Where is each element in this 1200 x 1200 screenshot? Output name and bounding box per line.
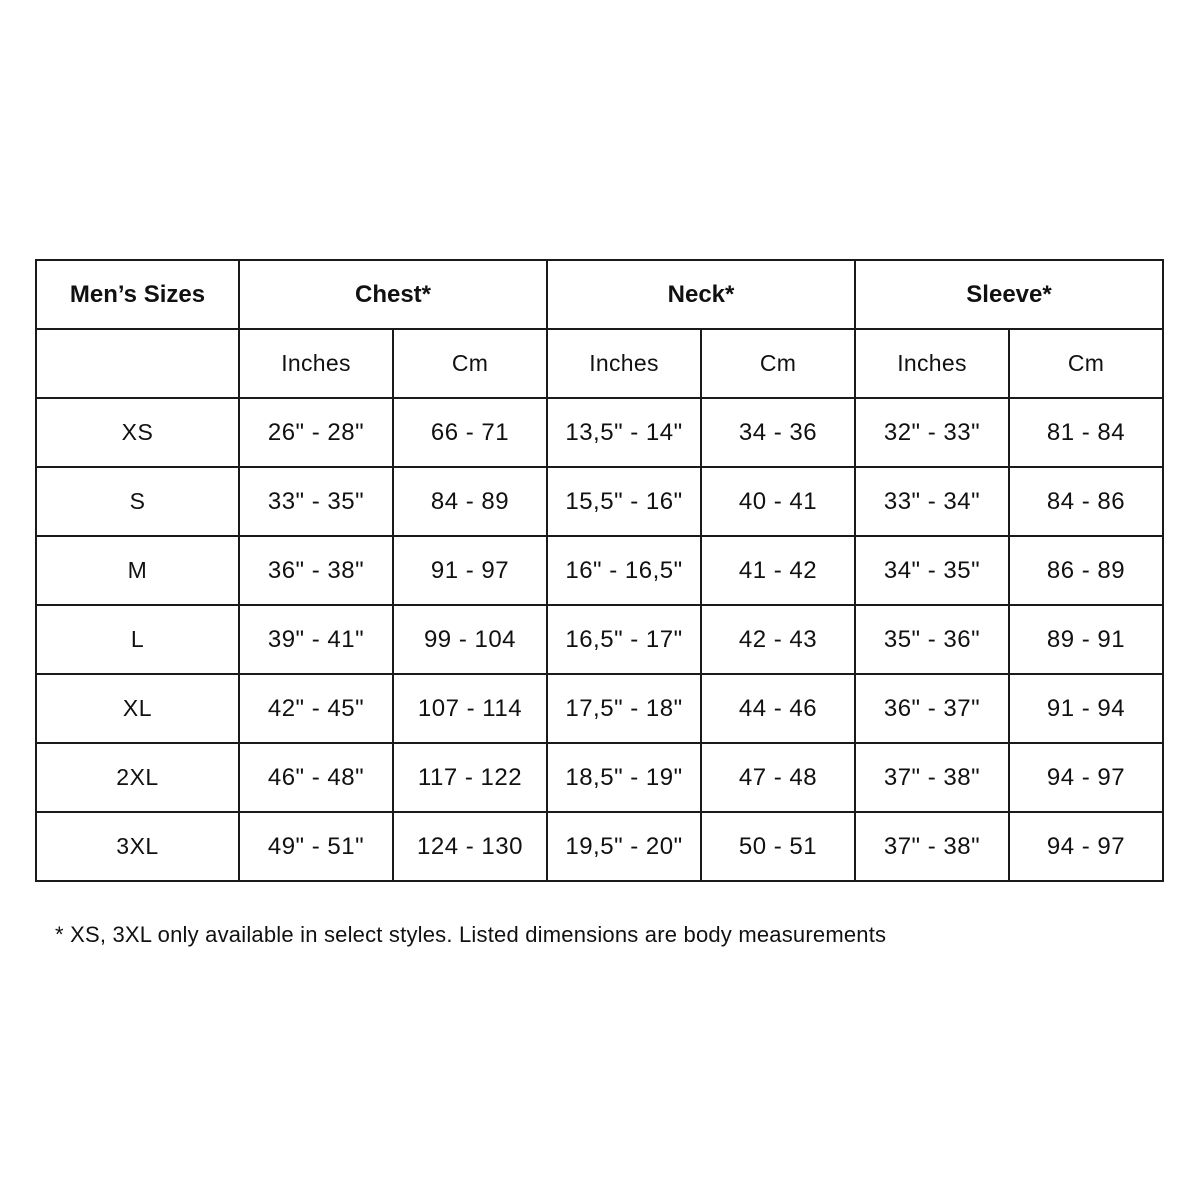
neck-inches-cell: 16,5" - 17" bbox=[547, 605, 701, 674]
chest-cm-cell: 117 - 122 bbox=[393, 743, 547, 812]
footnote: * XS, 3XL only available in select styles. Listed dimensions are body measurements bbox=[55, 922, 887, 947]
chest-inches-cell: 39" - 41" bbox=[239, 605, 393, 674]
chest-cm-cell: 107 - 114 bbox=[393, 674, 547, 743]
sleeve-cm-cell: 94 - 97 bbox=[1009, 812, 1163, 881]
chest-inches-cell: 42" - 45" bbox=[239, 674, 393, 743]
size-label: L bbox=[36, 605, 239, 674]
size-label: XS bbox=[36, 398, 239, 467]
header-mens-sizes: Men’s Sizes bbox=[36, 260, 239, 329]
unit-cell-neck-cm: Cm bbox=[701, 329, 855, 398]
size-label: 2XL bbox=[36, 743, 239, 812]
neck-inches-cell: 19,5" - 20" bbox=[547, 812, 701, 881]
table-row bbox=[36, 605, 1163, 674]
chest-inches-cell: 33" - 35" bbox=[239, 467, 393, 536]
sleeve-inches-cell: 33" - 34" bbox=[855, 467, 1009, 536]
unit-cell-chest-cm: Cm bbox=[393, 329, 547, 398]
table-row bbox=[36, 467, 1163, 536]
neck-inches-cell: 18,5" - 19" bbox=[547, 743, 701, 812]
neck-cm-cell: 44 - 46 bbox=[701, 674, 855, 743]
sleeve-cm-cell: 94 - 97 bbox=[1009, 743, 1163, 812]
neck-cm-cell: 47 - 48 bbox=[701, 743, 855, 812]
header-row bbox=[36, 260, 1163, 329]
table-row bbox=[36, 398, 1163, 467]
chest-cm-cell: 84 - 89 bbox=[393, 467, 547, 536]
header-neck: Neck* bbox=[547, 260, 855, 329]
sleeve-cm-cell: 84 - 86 bbox=[1009, 467, 1163, 536]
chest-inches-cell: 49" - 51" bbox=[239, 812, 393, 881]
chest-cm-cell: 124 - 130 bbox=[393, 812, 547, 881]
header-chest: Chest* bbox=[239, 260, 547, 329]
table-row bbox=[36, 536, 1163, 605]
header-sleeve: Sleeve* bbox=[855, 260, 1163, 329]
sleeve-inches-cell: 35" - 36" bbox=[855, 605, 1009, 674]
table-row bbox=[36, 812, 1163, 881]
neck-inches-cell: 13,5" - 14" bbox=[547, 398, 701, 467]
unit-cell-sleeve-inches: Inches bbox=[855, 329, 1009, 398]
neck-inches-cell: 16" - 16,5" bbox=[547, 536, 701, 605]
neck-cm-cell: 42 - 43 bbox=[701, 605, 855, 674]
sleeve-inches-cell: 37" - 38" bbox=[855, 743, 1009, 812]
chest-inches-cell: 46" - 48" bbox=[239, 743, 393, 812]
sleeve-inches-cell: 34" - 35" bbox=[855, 536, 1009, 605]
chest-inches-cell: 26" - 28" bbox=[239, 398, 393, 467]
chest-cm-cell: 91 - 97 bbox=[393, 536, 547, 605]
sleeve-cm-cell: 86 - 89 bbox=[1009, 536, 1163, 605]
sleeve-cm-cell: 81 - 84 bbox=[1009, 398, 1163, 467]
sleeve-inches-cell: 32" - 33" bbox=[855, 398, 1009, 467]
chest-inches-cell: 36" - 38" bbox=[239, 536, 393, 605]
neck-cm-cell: 40 - 41 bbox=[701, 467, 855, 536]
neck-cm-cell: 41 - 42 bbox=[701, 536, 855, 605]
unit-row bbox=[36, 329, 1163, 398]
table-row bbox=[36, 743, 1163, 812]
unit-cell-neck-inches: Inches bbox=[547, 329, 701, 398]
sleeve-cm-cell: 91 - 94 bbox=[1009, 674, 1163, 743]
unit-cell-chest-inches: Inches bbox=[239, 329, 393, 398]
chest-cm-cell: 66 - 71 bbox=[393, 398, 547, 467]
sleeve-inches-cell: 36" - 37" bbox=[855, 674, 1009, 743]
unit-cell-empty bbox=[36, 329, 239, 398]
neck-cm-cell: 34 - 36 bbox=[701, 398, 855, 467]
size-label: XL bbox=[36, 674, 239, 743]
size-chart-table bbox=[35, 259, 1164, 882]
unit-cell-sleeve-cm: Cm bbox=[1009, 329, 1163, 398]
sleeve-cm-cell: 89 - 91 bbox=[1009, 605, 1163, 674]
neck-cm-cell: 50 - 51 bbox=[701, 812, 855, 881]
table-row bbox=[36, 674, 1163, 743]
chest-cm-cell: 99 - 104 bbox=[393, 605, 547, 674]
size-label: M bbox=[36, 536, 239, 605]
size-label: 3XL bbox=[36, 812, 239, 881]
neck-inches-cell: 17,5" - 18" bbox=[547, 674, 701, 743]
neck-inches-cell: 15,5" - 16" bbox=[547, 467, 701, 536]
sleeve-inches-cell: 37" - 38" bbox=[855, 812, 1009, 881]
size-label: S bbox=[36, 467, 239, 536]
